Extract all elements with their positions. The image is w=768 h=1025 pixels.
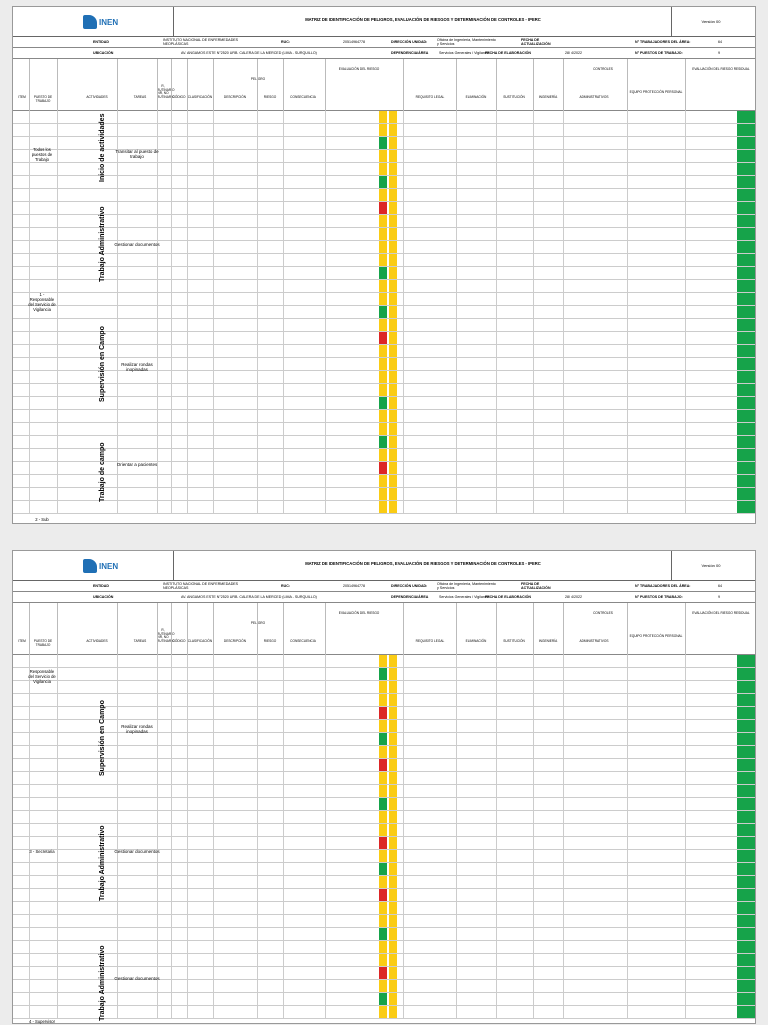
risk-level-cell <box>379 215 387 227</box>
puesto-todos: Todos los puestos de Trabajo <box>31 147 53 162</box>
residual-risk-cell <box>737 889 755 901</box>
residual-risk-cell <box>737 280 755 292</box>
residual-risk-cell <box>737 785 755 797</box>
risk-level-cell <box>389 319 397 331</box>
residual-risk-cell <box>737 811 755 823</box>
risk-level-cell <box>379 189 387 201</box>
risk-level-cell <box>389 189 397 201</box>
risk-level-cell <box>389 837 397 849</box>
table-row <box>13 694 755 707</box>
risk-level-cell <box>379 694 387 706</box>
risk-level-cell <box>389 733 397 745</box>
residual-risk-cell <box>737 332 755 344</box>
table-row <box>13 423 755 436</box>
table-row <box>13 785 755 798</box>
risk-level-cell <box>389 462 397 474</box>
puesto-responsable: 1 - Responsable del Servicio de Vigilancia <box>28 292 56 312</box>
table-row <box>13 280 755 293</box>
group-admin: Trabajo Administrativo <box>99 206 106 282</box>
residual-risk-cell <box>737 124 755 136</box>
act-rondas-2: Realizar rondas inopinadas <box>121 724 153 734</box>
table-row <box>13 163 755 176</box>
table-row <box>13 254 755 267</box>
residual-risk-cell <box>737 902 755 914</box>
risk-level-cell <box>379 488 387 500</box>
risk-level-cell <box>389 707 397 719</box>
residual-risk-cell <box>737 707 755 719</box>
residual-risk-cell <box>737 837 755 849</box>
residual-risk-cell <box>737 915 755 927</box>
residual-risk-cell <box>737 176 755 188</box>
residual-risk-cell <box>737 694 755 706</box>
risk-level-cell <box>379 655 387 667</box>
risk-level-cell <box>379 889 387 901</box>
puesto-responsable-2: Responsable del Servicio de Vigilancia <box>28 669 56 684</box>
risk-level-cell <box>379 280 387 292</box>
risk-level-cell <box>389 967 397 979</box>
risk-level-cell <box>389 293 397 305</box>
act-gestionar-2b: Gestionar documentos <box>114 976 160 981</box>
table-row <box>13 332 755 345</box>
residual-risk-cell <box>737 202 755 214</box>
table-row <box>13 811 755 824</box>
risk-level-cell <box>389 306 397 318</box>
risk-level-cell <box>379 824 387 836</box>
group-admin-2a: Trabajo Administrativo <box>99 825 106 901</box>
residual-risk-cell <box>737 150 755 162</box>
risk-level-cell <box>389 267 397 279</box>
table-row <box>13 733 755 746</box>
residual-risk-cell <box>737 189 755 201</box>
table-row <box>13 397 755 410</box>
residual-risk-cell <box>737 436 755 448</box>
risk-level-cell <box>379 267 387 279</box>
risk-level-cell <box>379 772 387 784</box>
page-header <box>13 7 755 37</box>
group-campo: Supervisión en Campo <box>99 326 106 402</box>
residual-risk-cell <box>737 668 755 680</box>
residual-risk-cell <box>737 980 755 992</box>
risk-level-cell <box>379 202 387 214</box>
risk-level-cell <box>379 681 387 693</box>
risk-level-cell <box>379 436 387 448</box>
table-row <box>13 124 755 137</box>
residual-risk-cell <box>737 824 755 836</box>
risk-level-cell <box>389 176 397 188</box>
risk-level-cell <box>379 928 387 940</box>
risk-level-cell <box>389 436 397 448</box>
risk-level-cell <box>379 501 387 513</box>
table-row <box>13 449 755 462</box>
column-headers: ITEM PUESTO DE TRABAJO ACTIVIDADES TAREAS R, RUTINARIO NR, NO RUTINARIO PELIGRO CÓDIGO CLASIFICACIÓN DESCRIPCIÓN RIESGO CONSECUENCIA EVALUACIÓN DEL RIESGO REQUISITO LEGAL CONTROLES ELIMINACIÓN SUSTITUCIÓN INGENIERÍA ADMINISTRATIVOS EQUIPO PROTECCIÓN PERSONAL EVALUACIÓN DEL RIESGO RESIDUAL <box>13 59 755 111</box>
risk-level-cell <box>389 111 397 123</box>
risk-rows-2 <box>13 655 755 1025</box>
risk-level-cell <box>379 332 387 344</box>
table-row <box>13 488 755 501</box>
logo-mark-icon <box>83 15 97 29</box>
residual-risk-cell <box>737 293 755 305</box>
risk-level-cell <box>379 228 387 240</box>
risk-level-cell <box>379 371 387 383</box>
risk-level-cell <box>379 241 387 253</box>
inen-logo <box>83 15 123 31</box>
table-row <box>13 655 755 668</box>
risk-level-cell <box>379 863 387 875</box>
risk-level-cell <box>389 202 397 214</box>
table-row <box>13 501 755 514</box>
version-label-2: Versión 00 <box>701 563 721 568</box>
risk-level-cell <box>379 733 387 745</box>
table-row <box>13 111 755 124</box>
version-label: Versión 00 <box>701 19 721 24</box>
info-row-1: ENTIDAD INSTITUTO NACIONAL DE ENFERMEDADES NEOPLÁSICAS RUC: 20514964778 DIRECCIÓN UNIDAD: Oficina de Ingeniería, Mantenimiento y Servicios FECHA DE ACTUALIZACIÓN N° TRABAJADORES DEL ÁREA: 64 <box>13 37 755 48</box>
table-row <box>13 759 755 772</box>
column-headers-2: ITEM PUESTO DE TRABAJO ACTIVIDADES TAREAS R, RUTINARIO NR, NO RUTINARIO PELIGRO CÓDIGO CLASIFICACIÓN DESCRIPCIÓN RIESGO CONSECUENCIA EVALUACIÓN DEL RIESGO REQUISITO LEGAL CONTROLES ELIMINACIÓN SUSTITUCIÓN INGENIERÍA ADMINISTRATIVOS EQUIPO PROTECCIÓN PERSONAL EVALUACIÓN DEL RIESGO RESIDUAL <box>13 603 755 655</box>
residual-risk-cell <box>737 397 755 409</box>
table-row <box>13 371 755 384</box>
table-row <box>13 1006 755 1019</box>
risk-level-cell <box>389 863 397 875</box>
table-row <box>13 902 755 915</box>
risk-level-cell <box>389 137 397 149</box>
residual-risk-cell <box>737 876 755 888</box>
residual-risk-cell <box>737 681 755 693</box>
risk-level-cell <box>379 150 387 162</box>
risk-level-cell <box>389 332 397 344</box>
risk-level-cell <box>379 837 387 849</box>
table-row <box>13 941 755 954</box>
table-row <box>13 293 755 306</box>
risk-level-cell <box>389 397 397 409</box>
risk-level-cell <box>389 954 397 966</box>
info-row-1b: ENTIDAD INSTITUTO NACIONAL DE ENFERMEDADES NEOPLÁSICAS RUC: 20514964778 DIRECCIÓN UNIDAD: Oficina de Ingeniería, Mantenimiento y Servicios FECHA DE ACTUALIZACIÓN N° TRABAJADORES DEL ÁREA: 64 <box>13 581 755 592</box>
risk-level-cell <box>389 150 397 162</box>
table-row <box>13 202 755 215</box>
act-rondas: Realizar rondas inopinadas <box>121 362 153 372</box>
risk-level-cell <box>379 876 387 888</box>
act-transitar: Transitar al puesto de trabajo <box>115 149 159 159</box>
table-row <box>13 668 755 681</box>
risk-level-cell <box>379 746 387 758</box>
residual-risk-cell <box>737 319 755 331</box>
act-gestionar-2a: Gestionar documentos <box>114 849 160 854</box>
residual-risk-cell <box>737 267 755 279</box>
risk-level-cell <box>379 176 387 188</box>
risk-level-cell <box>389 358 397 370</box>
inen-logo-2 <box>83 559 123 575</box>
risk-level-cell <box>389 811 397 823</box>
table-row <box>13 436 755 449</box>
risk-level-cell <box>389 163 397 175</box>
risk-level-cell <box>379 902 387 914</box>
table-row <box>13 824 755 837</box>
table-row <box>13 267 755 280</box>
table-row <box>13 410 755 423</box>
risk-level-cell <box>389 280 397 292</box>
residual-risk-cell <box>737 228 755 240</box>
risk-level-cell <box>389 681 397 693</box>
risk-level-cell <box>389 720 397 732</box>
puesto-secretaria: 3 - Secretaria <box>29 849 55 854</box>
risk-level-cell <box>389 668 397 680</box>
residual-risk-cell <box>737 137 755 149</box>
risk-level-cell <box>379 306 387 318</box>
table-row <box>13 746 755 759</box>
risk-level-cell <box>389 655 397 667</box>
info-row-2b: UBICACIÓN AV. ANGAMOS ESTE N°2520 URB. CALERA DE LA MERCED (LIMA - SURQUILLO) DEPENDENCIA/ÁREA Servicios Generales / Vigilancia FECHA DE ELABORACIÓN 28/ 4/2022 N° PUESTOS DE TRABAJO: 9 <box>13 592 755 603</box>
risk-level-cell <box>379 254 387 266</box>
risk-level-cell <box>389 876 397 888</box>
residual-risk-cell <box>737 410 755 422</box>
residual-risk-cell <box>737 967 755 979</box>
logo-text: INEN <box>99 18 119 27</box>
puesto-supervisor: 4 - Supervisor <box>28 1019 56 1024</box>
risk-level-cell <box>389 902 397 914</box>
residual-risk-cell <box>737 993 755 1005</box>
risk-level-cell <box>379 941 387 953</box>
risk-level-cell <box>389 928 397 940</box>
table-row <box>13 707 755 720</box>
table-row <box>13 889 755 902</box>
iperc-page-2 <box>12 550 756 1024</box>
risk-level-cell <box>389 410 397 422</box>
residual-risk-cell <box>737 501 755 513</box>
table-row <box>13 915 755 928</box>
risk-level-cell <box>379 785 387 797</box>
residual-risk-cell <box>737 475 755 487</box>
table-row <box>13 176 755 189</box>
table-row <box>13 928 755 941</box>
residual-risk-cell <box>737 798 755 810</box>
residual-risk-cell <box>737 384 755 396</box>
risk-level-cell <box>389 228 397 240</box>
risk-level-cell <box>379 293 387 305</box>
risk-level-cell <box>389 850 397 862</box>
residual-risk-cell <box>737 759 755 771</box>
risk-level-cell <box>379 163 387 175</box>
residual-risk-cell <box>737 371 755 383</box>
table-row <box>13 772 755 785</box>
residual-risk-cell <box>737 733 755 745</box>
risk-level-cell <box>379 980 387 992</box>
page-title-2: MATRIZ DE IDENTIFICACIÓN DE PELIGROS, EVALUACIÓN DE RIESGOS Y DETERMINACIÓN DE CONTROLES - IPERC <box>305 561 541 566</box>
page-title: MATRIZ DE IDENTIFICACIÓN DE PELIGROS, EVALUACIÓN DE RIESGOS Y DETERMINACIÓN DE CONTROLES - IPERC <box>305 17 541 22</box>
table-row <box>13 319 755 332</box>
risk-level-cell <box>379 124 387 136</box>
residual-risk-cell <box>737 462 755 474</box>
table-row <box>13 215 755 228</box>
residual-risk-cell <box>737 488 755 500</box>
residual-risk-cell <box>737 111 755 123</box>
risk-level-cell <box>379 462 387 474</box>
risk-level-cell <box>379 850 387 862</box>
risk-level-cell <box>389 384 397 396</box>
table-row <box>13 980 755 993</box>
risk-level-cell <box>389 980 397 992</box>
act-gestionar: Gestionar documentos <box>114 242 160 247</box>
risk-level-cell <box>389 488 397 500</box>
risk-level-cell <box>379 449 387 461</box>
table-row <box>13 954 755 967</box>
risk-level-cell <box>389 449 397 461</box>
risk-level-cell <box>389 215 397 227</box>
puesto-sub: 2 - Sub <box>35 517 49 522</box>
group-tcampo: Trabajo de campo <box>99 442 106 502</box>
logo-mark-icon <box>83 559 97 573</box>
table-row <box>13 993 755 1006</box>
risk-level-cell <box>389 423 397 435</box>
risk-level-cell <box>389 124 397 136</box>
residual-risk-cell <box>737 1006 755 1018</box>
residual-risk-cell <box>737 954 755 966</box>
group-inicio: Inicio de actividades <box>99 113 106 182</box>
info-row-2: UBICACIÓN AV. ANGAMOS ESTE N°2520 URB. CALERA DE LA MERCED (LIMA - SURQUILLO) DEPENDENCIA/ÁREA Servicios Generales / Vigilancia FECHA DE ELABORACIÓN 28/ 4/2022 N° PUESTOS DE TRABAJO: 9 <box>13 48 755 59</box>
risk-level-cell <box>379 475 387 487</box>
residual-risk-cell <box>737 850 755 862</box>
table-row <box>13 189 755 202</box>
risk-level-cell <box>379 1006 387 1018</box>
page-header-2 <box>13 551 755 581</box>
risk-level-cell <box>389 475 397 487</box>
residual-risk-cell <box>737 163 755 175</box>
risk-level-cell <box>389 759 397 771</box>
risk-level-cell <box>379 358 387 370</box>
residual-risk-cell <box>737 928 755 940</box>
risk-level-cell <box>379 707 387 719</box>
risk-level-cell <box>389 371 397 383</box>
risk-level-cell <box>379 397 387 409</box>
logo-text-2: INEN <box>99 562 119 571</box>
risk-level-cell <box>379 423 387 435</box>
risk-level-cell <box>379 811 387 823</box>
risk-level-cell <box>389 941 397 953</box>
risk-level-cell <box>389 785 397 797</box>
risk-level-cell <box>389 694 397 706</box>
risk-level-cell <box>379 759 387 771</box>
residual-risk-cell <box>737 241 755 253</box>
risk-level-cell <box>379 954 387 966</box>
risk-level-cell <box>379 319 387 331</box>
residual-risk-cell <box>737 449 755 461</box>
risk-level-cell <box>379 410 387 422</box>
residual-risk-cell <box>737 863 755 875</box>
residual-risk-cell <box>737 423 755 435</box>
table-row <box>13 306 755 319</box>
table-row <box>13 798 755 811</box>
group-admin-2b: Trabajo Administrativo <box>99 945 106 1021</box>
risk-level-cell <box>389 241 397 253</box>
risk-level-cell <box>389 824 397 836</box>
risk-level-cell <box>379 915 387 927</box>
risk-level-cell <box>389 501 397 513</box>
risk-level-cell <box>379 668 387 680</box>
risk-level-cell <box>379 993 387 1005</box>
risk-level-cell <box>389 746 397 758</box>
group-campo-2: Supervisión en Campo <box>99 700 106 776</box>
residual-risk-cell <box>737 306 755 318</box>
risk-level-cell <box>379 798 387 810</box>
risk-level-cell <box>389 889 397 901</box>
residual-risk-cell <box>737 345 755 357</box>
risk-level-cell <box>389 915 397 927</box>
risk-level-cell <box>389 345 397 357</box>
table-row <box>13 475 755 488</box>
risk-level-cell <box>389 1006 397 1018</box>
table-row <box>13 876 755 889</box>
residual-risk-cell <box>737 941 755 953</box>
act-orientar: Orientar a pacientes <box>116 462 158 467</box>
residual-risk-cell <box>737 720 755 732</box>
risk-level-cell <box>389 798 397 810</box>
residual-risk-cell <box>737 655 755 667</box>
table-row <box>13 345 755 358</box>
residual-risk-cell <box>737 746 755 758</box>
risk-level-cell <box>379 345 387 357</box>
risk-level-cell <box>379 111 387 123</box>
iperc-page-1 <box>12 6 756 524</box>
risk-level-cell <box>379 720 387 732</box>
table-row <box>13 384 755 397</box>
residual-risk-cell <box>737 254 755 266</box>
risk-level-cell <box>389 993 397 1005</box>
risk-level-cell <box>389 772 397 784</box>
table-row <box>13 228 755 241</box>
risk-level-cell <box>379 967 387 979</box>
risk-level-cell <box>379 137 387 149</box>
risk-level-cell <box>379 384 387 396</box>
residual-risk-cell <box>737 215 755 227</box>
risk-level-cell <box>389 254 397 266</box>
table-row <box>13 681 755 694</box>
residual-risk-cell <box>737 772 755 784</box>
table-row <box>13 863 755 876</box>
residual-risk-cell <box>737 358 755 370</box>
